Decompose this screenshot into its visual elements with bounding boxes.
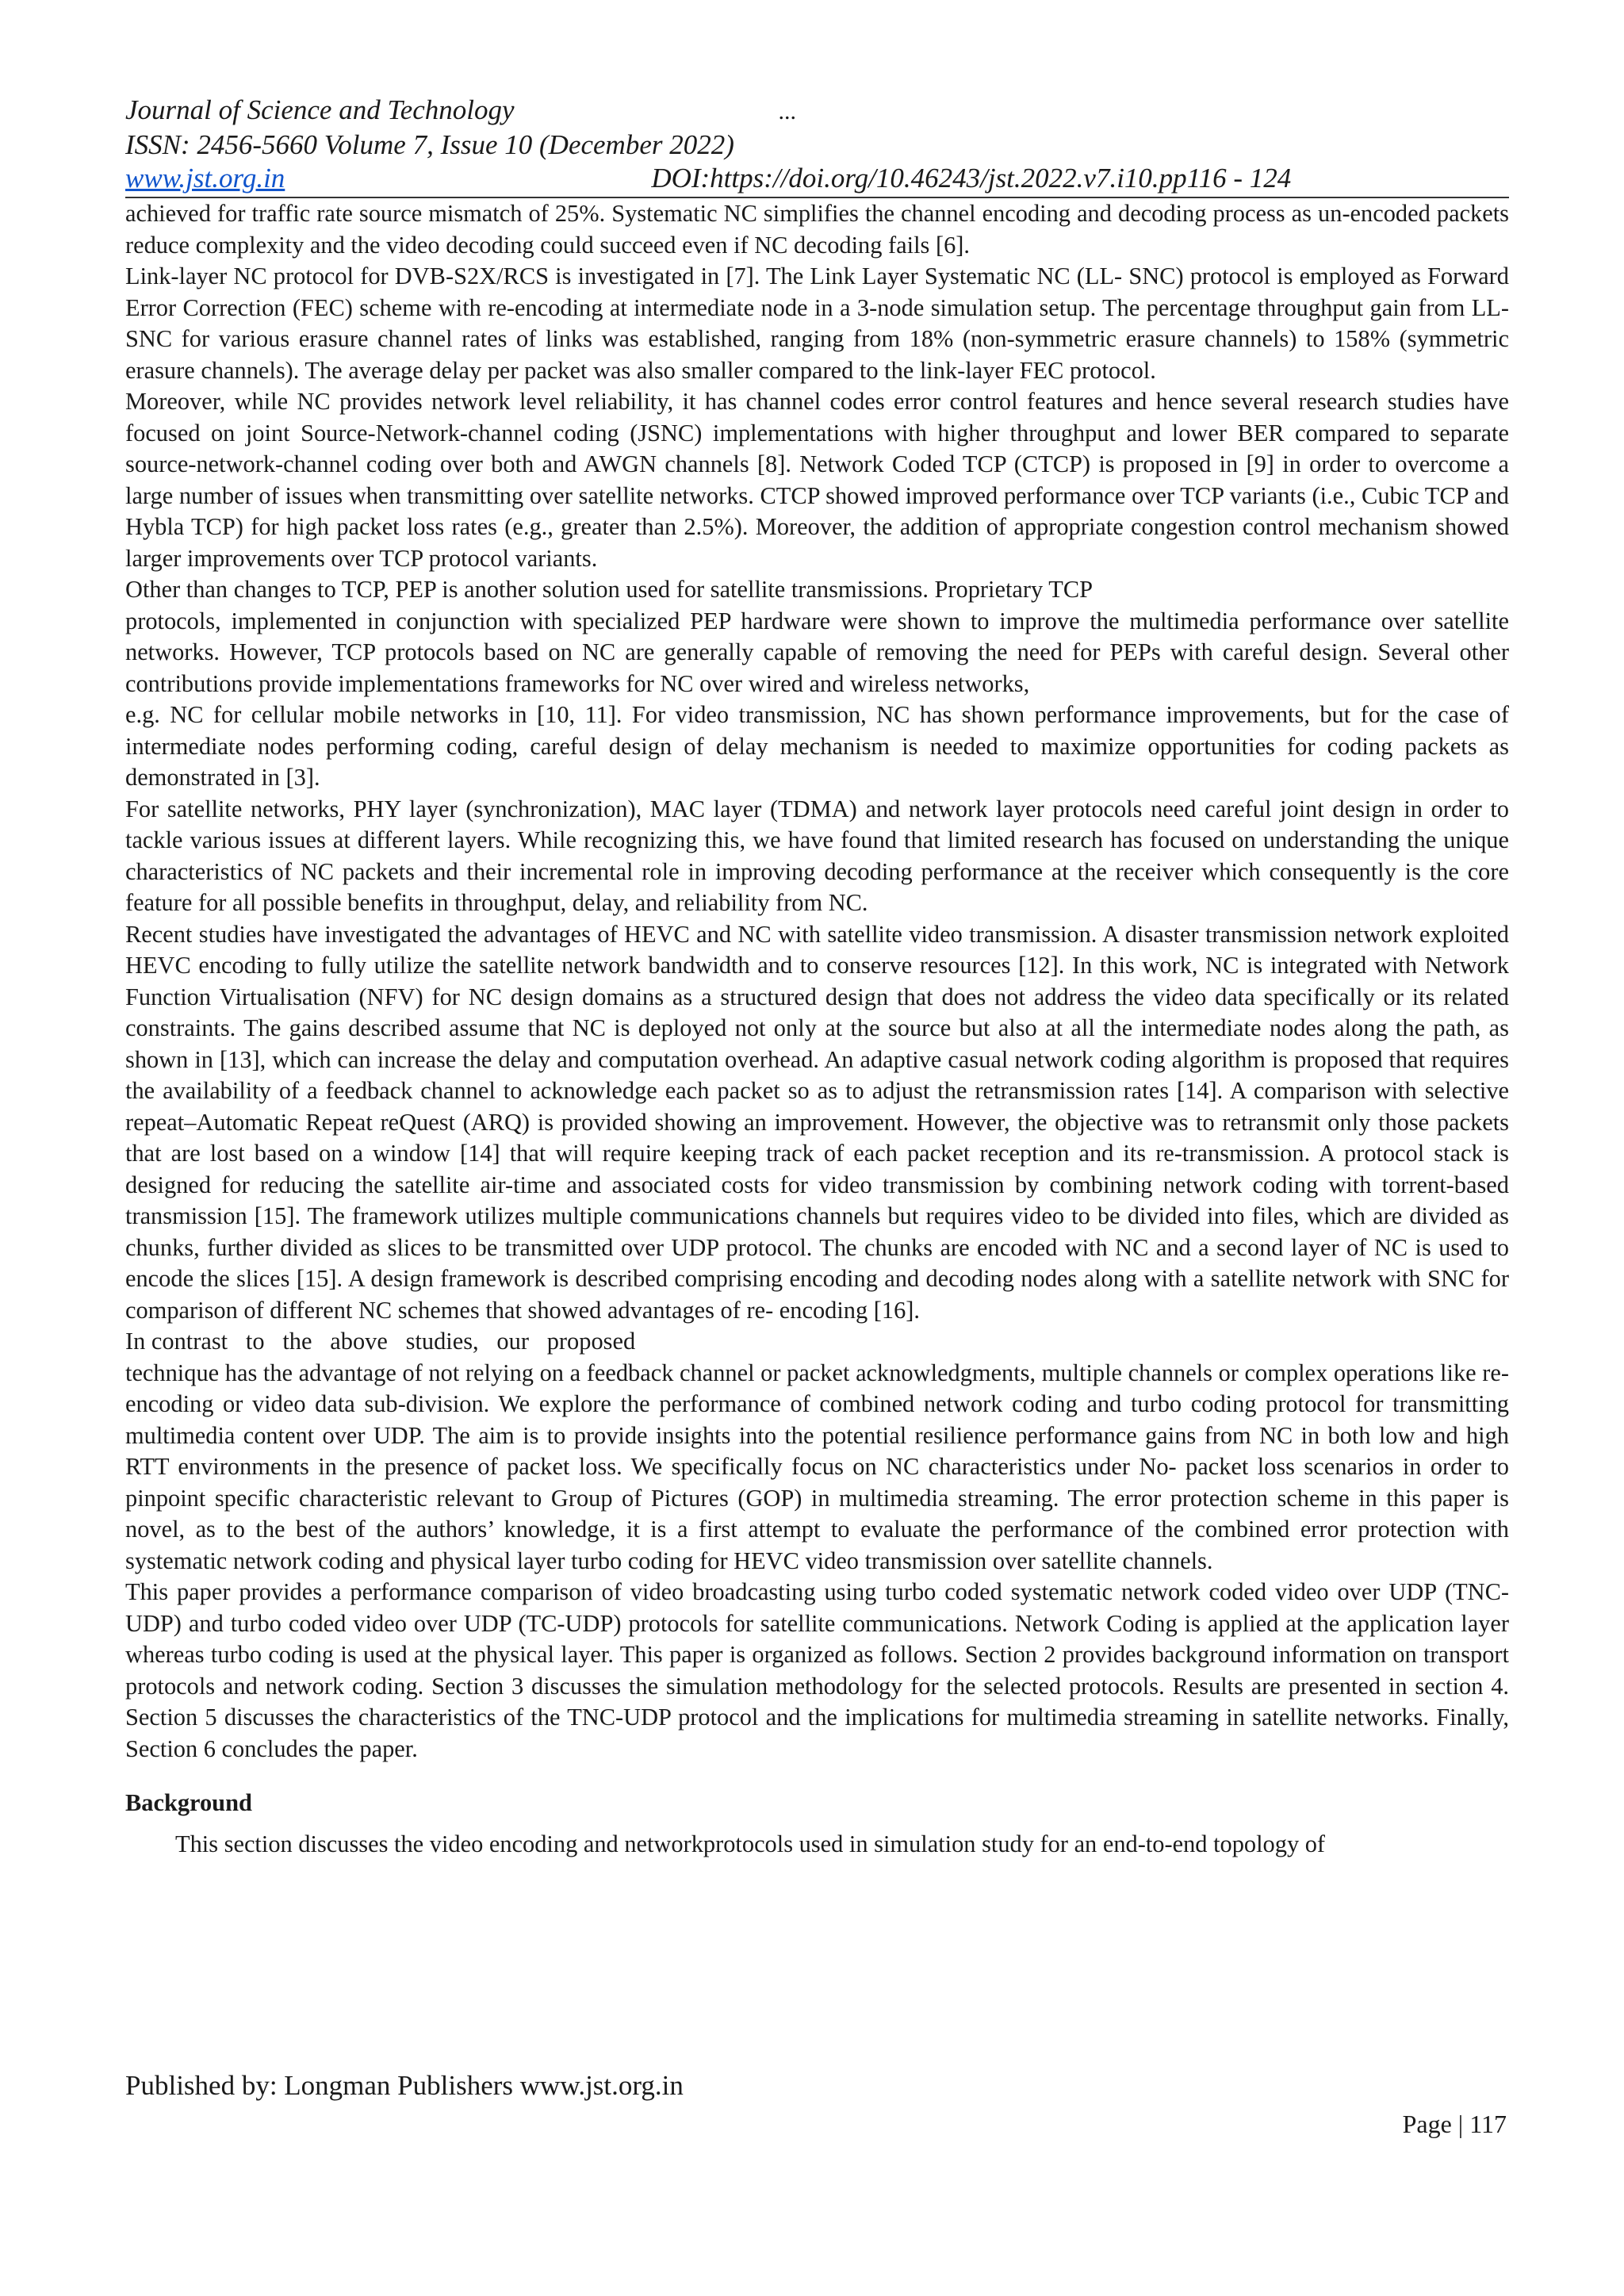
footer-publisher: Published by: Longman Publishers www.jst.org.in <box>125 2070 684 2101</box>
running-header <box>125 94 1509 195</box>
section-heading: Background <box>125 1789 252 1816</box>
page-content <box>125 94 1509 1860</box>
paragraph: technique has the advantage of not relying on a feedback channel or packet acknowledgments, multiple channels or complex operations like re-encoding or video data sub-division. We explore the performance of combined network coding and turbo coding protocol for transmitting multimedia content over UDP. The aim is to provide insights into the potential resilience performance gains from NC in both low and high RTT environments in the presence of packet loss. We specifically focus on NC characteristics under No- packet loss scenarios in order to pinpoint specific characteristic relevant to Group of Pictures (GOP) in multimedia streaming. The error protection scheme in this paper is novel, as to the best of the authors’ knowledge, it is a first attempt to evaluate the performance of the combined error protection with systematic network coding and physical layer turbo coding for HEVC video transmission over satellite channels. <box>125 1359 1509 1574</box>
page-number: Page | 117 <box>1402 2110 1507 2138</box>
journal-title: Journal of Science and Technology <box>125 94 515 125</box>
paragraph: achieved for traffic rate source mismatch of 25%. Systematic NC simplifies the channel encoding and decoding process as un-encoded packets reduce complexity and the video decoding could succeed even if NC decoding fails [6]. <box>125 200 1509 259</box>
paragraph: e.g. NC for cellular mobile networks in [10, 11]. For video transmission, NC has shown performance improvements, but for the case of intermediate nodes performing coding, careful design of delay mechanism is needed to maximize opportunities for coding packets as demonstrated in [3]. <box>125 701 1509 791</box>
paragraph: protocols, implemented in conjunction with specialized PEP hardware were shown to improve the multimedia performance over satellite networks. However, TCP protocols based on NC are generally capable of removing the need for PEPs with careful design. Several other contributions provide implementations frameworks for NC over wired and wireless networks, <box>125 607 1509 697</box>
paragraph: Moreover, while NC provides network level reliability, it has channel codes error control features and hence several research studies have focused on joint Source-Network-channel coding (JSNC) implementations with higher throughput and lower BER compared to separate source-network-channel coding over both and AWGN channels [8]. Network Coded TCP (CTCP) is proposed in [9] in order to overcome a large number of issues when transmitting over satellite networks. CTCP showed improved performance over TCP variants (i.e., Cubic TCP and Hybla TCP) for high packet loss rates (e.g., greater than 2.5%). Moreover, the addition of appropriate congestion control mechanism showed larger improvements over TCP protocol variants. <box>125 388 1509 572</box>
paragraph: This paper provides a performance comparison of video broadcasting using turbo coded systematic network coded video over UDP (TNC-UDP) and turbo coded video over UDP (TC-UDP) protocols for satellite communications. Network Coding is applied at the application layer whereas turbo coding is used at the physical layer. This paper is organized as follows. Section 2 provides background information on transport protocols and network coding. Section 3 discusses the simulation methodology for the selected protocols. Results are presented in section 4. Section 5 discusses the characteristics of the TNC-UDP protocol and the implications for multimedia streaming in satellite networks. Finally, Section 6 concludes the paper. <box>125 1578 1509 1762</box>
paragraph: For satellite networks, PHY layer (synchronization), MAC layer (TDMA) and network layer protocols need careful joint design in order to tackle various issues at different layers. While recognizing this, we have found that limited research has focused on understanding the unique characteristics of NC packets and their incremental role in improving decoding performance at the receiver which consequently is the core feature for all possible benefits in throughput, delay, and reliability from NC. <box>125 795 1509 916</box>
header-ellipsis: ... <box>778 98 797 125</box>
paragraph: Recent studies have investigated the advantages of HEVC and NC with satellite video transmission. A disaster transmission network exploited HEVC encoding to fully utilize the satellite network bandwidth and to conserve resources [12]. In this work, NC is integrated with Network Function Virtualisation (NFV) for NC design domains as a structured design that does not address the video data specifically or its related constraints. The gains described assume that NC is deployed not only at the source but also at all the intermediate nodes along the path, as shown in [13], which can increase the delay and computation overhead. An adaptive casual network coding algorithm is proposed that requires the availability of a feedback channel to acknowledge each packet so as to adjust the retransmission rates [14]. A comparison with selective repeat–Automatic Repeat reQuest (ARQ) is provided showing an improvement. However, the objective was to retransmit only those packets that are lost based on a window [14] that will require keeping track of each packet reception and its re-transmission. A protocol stack is designed for reducing the satellite air-time and associated costs for video transmission by combining network coding with torrent-based transmission [15]. The framework utilizes multiple communications channels but requires video to be divided into files, which are divided as chunks, further divided as slices to be transmitted over UDP protocol. The chunks are encoded with NC and a second layer of NC is used to encode the slices [15]. A design framework is described comprising encoding and decoding nodes along with a satellite network with SNC for comparison of different NC schemes that showed advantages of re- encoding [16]. <box>125 920 1509 1324</box>
doi-text: DOI:https://doi.org/10.46243/jst.2022.v7.i10.pp116 - 124 <box>651 163 1292 194</box>
website-link[interactable]: www.jst.org.in <box>125 163 285 194</box>
section-intro-text: This section discusses the video encoding and networkprotocols used in simulation study for an end-to-end topology of <box>175 1830 1326 1857</box>
paragraph: Link-layer NC protocol for DVB-S2X/RCS is investigated in [7]. The Link Layer Systematic NC (LL- SNC) protocol is employed as Forward Error Correction (FEC) scheme with re-encoding at intermediate node in a 3-node simulation setup. The percentage throughput gain from LL-SNC for various erasure channel rates of links was established, ranging from 18% (non-symmetric erasure channels) to 158% (symmetric erasure channels). The average delay per packet was also smaller compared to the link-layer FEC protocol. <box>125 263 1509 384</box>
body-text <box>125 198 1509 1765</box>
issn-line: ISSN: 2456-5660 Volume 7, Issue 10 (December 2022) <box>125 129 734 160</box>
paragraph: In contrast to the above studies, our proposed <box>125 1328 636 1355</box>
paragraph: Other than changes to TCP, PEP is another solution used for satellite transmissions. Proprietary TCP <box>125 576 1094 603</box>
